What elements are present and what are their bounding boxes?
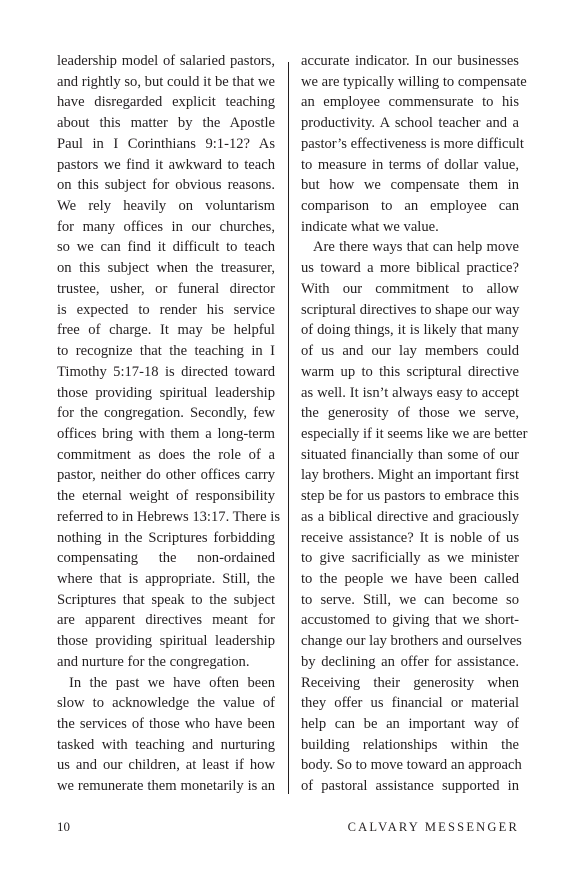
paragraph-end-line: indicate what we value.	[301, 218, 439, 235]
text-line: leadership model of salaried pastors,	[57, 53, 275, 69]
text-line: pastor’s effectiveness is more difficult	[301, 135, 524, 152]
text-line: compensating the non-ordained	[57, 550, 275, 567]
text-line: we are typically willing to compensate	[301, 73, 527, 90]
text-line: accustomed to giving that we short-	[301, 612, 519, 629]
text-line: lay brothers. Might an important first	[301, 467, 519, 484]
text-line: warm up to this scriptural directive	[301, 363, 519, 380]
paragraph-start-line: Are there ways that can help move	[313, 239, 519, 256]
text-line: pastors we find it awkward to teach	[57, 156, 275, 173]
text-line: for many offices in our churches,	[57, 218, 275, 235]
text-line: is expected to render his service	[57, 301, 275, 318]
text-line: productivity. A school teacher and a	[301, 115, 519, 132]
text-line: an employee commensurate to his	[301, 94, 519, 111]
text-line: Receiving their generosity when	[301, 674, 519, 691]
text-line: building relationships within the	[301, 736, 519, 753]
text-line: Paul in I Corinthians 9:1-12? As	[57, 135, 275, 152]
text-line: as a biblical directive and graciously	[301, 508, 519, 525]
text-line: of us and our lay members could	[301, 343, 519, 360]
text-line: for the congregation. Secondly, few	[57, 405, 275, 422]
text-line: to recognize that the teaching in I	[57, 343, 275, 360]
text-line: We rely heavily on voluntarism	[57, 198, 275, 215]
text-line: of pastoral assistance supported in	[301, 778, 519, 795]
paragraph-start-line: In the past we have often been	[69, 674, 275, 691]
text-line: change our lay brothers and ourselves	[301, 633, 522, 650]
text-line: free of charge. It may be helpful	[57, 322, 275, 339]
text-line: are apparent directives meant for	[57, 612, 275, 629]
text-line: they offer us financial or material	[301, 695, 519, 712]
text-line: by declining an offer for assistance.	[301, 653, 519, 670]
text-line: Scriptures that speak to the subject	[57, 591, 275, 608]
text-line: those providing spiritual leadership	[57, 633, 275, 650]
text-line: but how we compensate them in	[301, 177, 519, 194]
text-line: tasked with teaching and nurturing	[57, 736, 275, 753]
text-line: to measure in terms of dollar value,	[301, 156, 519, 173]
text-line: step be for us pastors to embrace this	[301, 488, 519, 505]
right-text-column	[301, 51, 528, 797]
text-line: nothing in the Scriptures forbidding	[57, 529, 275, 546]
text-line: those providing spiritual leadership	[57, 384, 275, 401]
text-line: us and our children, at least if how	[57, 757, 275, 774]
left-text-column	[57, 51, 281, 797]
text-line: Timothy 5:17-18 is directed toward	[57, 363, 275, 380]
text-line: to the people we have been called	[301, 570, 519, 587]
text-line: With our commitment to allow	[301, 280, 519, 297]
text-line: to serve. Still, we can become so	[301, 591, 519, 608]
text-line: of doing things, it is likely that many	[301, 322, 519, 339]
text-line: we remunerate them monetarily is an	[57, 778, 275, 795]
text-line: about this matter by the Apostle	[57, 115, 275, 132]
text-line: commitment as does the role of a	[57, 446, 275, 463]
text-line: on this subject for obvious reasons.	[57, 177, 275, 194]
text-line: comparison to an employee can	[301, 198, 519, 215]
text-line: the services of those who have been	[57, 716, 275, 732]
text-line: accurate indicator. In our businesses	[301, 53, 519, 69]
paragraph-end-line: and nurture for the congregation.	[57, 653, 250, 670]
text-line: as well. It isn’t always easy to accept	[301, 384, 519, 401]
text-line: offices bring with them a long-term	[57, 425, 275, 442]
text-line: scriptural directives to shape our way	[301, 301, 520, 318]
text-line: so we can find it difficult to teach	[57, 239, 275, 256]
text-line: trustee, usher, or funeral director	[57, 280, 275, 297]
text-line: us toward a more biblical practice?	[301, 260, 519, 277]
page-number: 10	[57, 819, 70, 834]
text-line: the eternal weight of responsibility	[57, 488, 275, 505]
text-line: especially if it seems like we are better	[301, 425, 528, 442]
text-line: where that is appropriate. Still, the	[57, 570, 275, 587]
text-line: and rightly so, but could it be that we	[57, 73, 275, 90]
text-line: situated financially than some of our	[301, 446, 519, 463]
text-line: body. So to move toward an approach	[301, 757, 522, 774]
text-line: referred to in Hebrews 13:17. There is	[57, 508, 281, 525]
running-head: CALVARY MESSENGER	[347, 820, 519, 834]
text-line: to give sacrificially as we minister	[301, 550, 519, 567]
column-divider	[288, 62, 289, 794]
text-line: on this subject when the treasurer,	[57, 260, 275, 277]
text-line: pastor, neither do other offices carry	[57, 467, 275, 484]
text-line: slow to acknowledge the value of	[57, 695, 275, 712]
text-line: receive assistance? It is noble of us	[301, 529, 519, 546]
text-line: the generosity of those we serve,	[301, 405, 519, 422]
text-line: help can be an important way of	[301, 716, 519, 732]
text-line: have disregarded explicit teaching	[57, 94, 275, 111]
